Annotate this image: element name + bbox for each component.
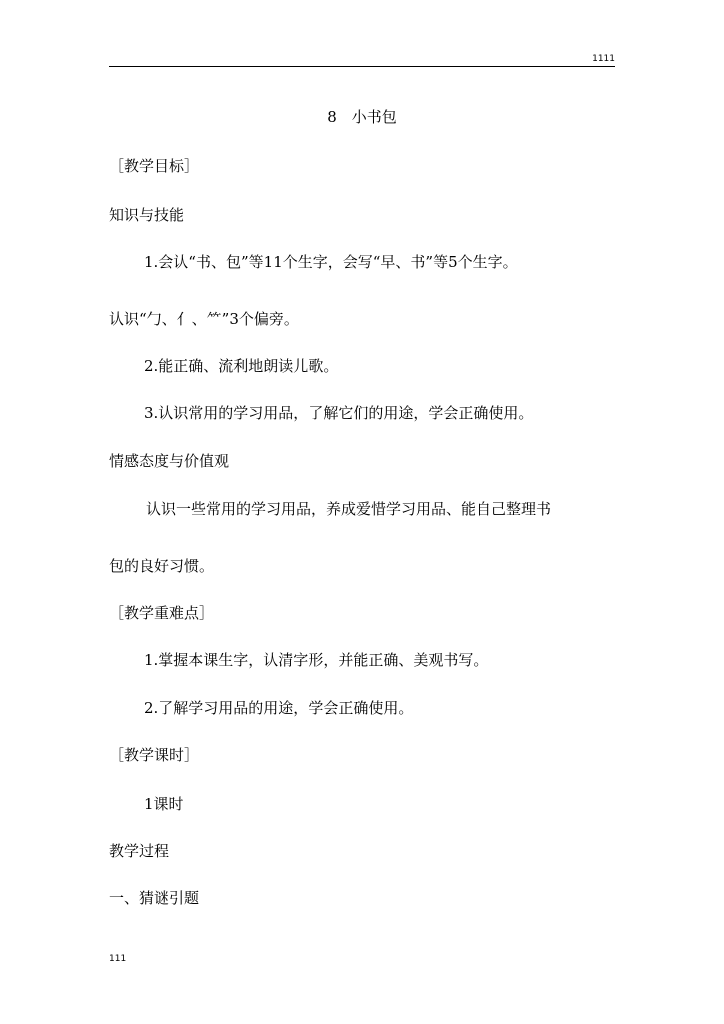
subheading-knowledge-skills: 知识与技能 (109, 206, 185, 224)
objective-item-3: 3.认识常用的学习用品，了解它们的用途，学会正确使用。 (144, 404, 534, 422)
process-step-1: 一、猜谜引题 (109, 889, 200, 907)
objective-item-2: 2.能正确、流利地朗读儿歌。 (144, 357, 339, 375)
section-heading-teaching-process: 教学过程 (109, 842, 170, 860)
header-page-number: 1111 (592, 54, 615, 64)
class-hours-value: 1课时 (144, 795, 184, 813)
section-heading-class-hours: ［教学课时］ (109, 746, 200, 764)
footer-page-number: 111 (109, 954, 127, 964)
document-title: 8 小书包 (327, 108, 397, 126)
attitude-paragraph-line-1: 认识一些常用的学习用品，养成爱惜学习用品、能自己整理书 (146, 500, 552, 518)
key-point-item-1: 1.掌握本课生字，认清字形，并能正确、美观书写。 (144, 651, 489, 669)
subheading-attitude-values: 情感态度与价值观 (109, 452, 230, 470)
section-heading-objectives: ［教学目标］ (109, 157, 200, 175)
section-heading-key-points: ［教学重难点］ (109, 604, 215, 622)
header-rule (109, 66, 615, 67)
key-point-item-2: 2.了解学习用品的用途，学会正确使用。 (144, 699, 414, 717)
objective-item-1: 1.会认“书、包”等11个生字，会写“早、书”等5个生字。 (144, 253, 518, 271)
objective-item-1-continued: 认识“勹、亻、⺮”3个偏旁。 (109, 310, 299, 328)
attitude-paragraph-line-2: 包的良好习惯。 (109, 557, 215, 575)
